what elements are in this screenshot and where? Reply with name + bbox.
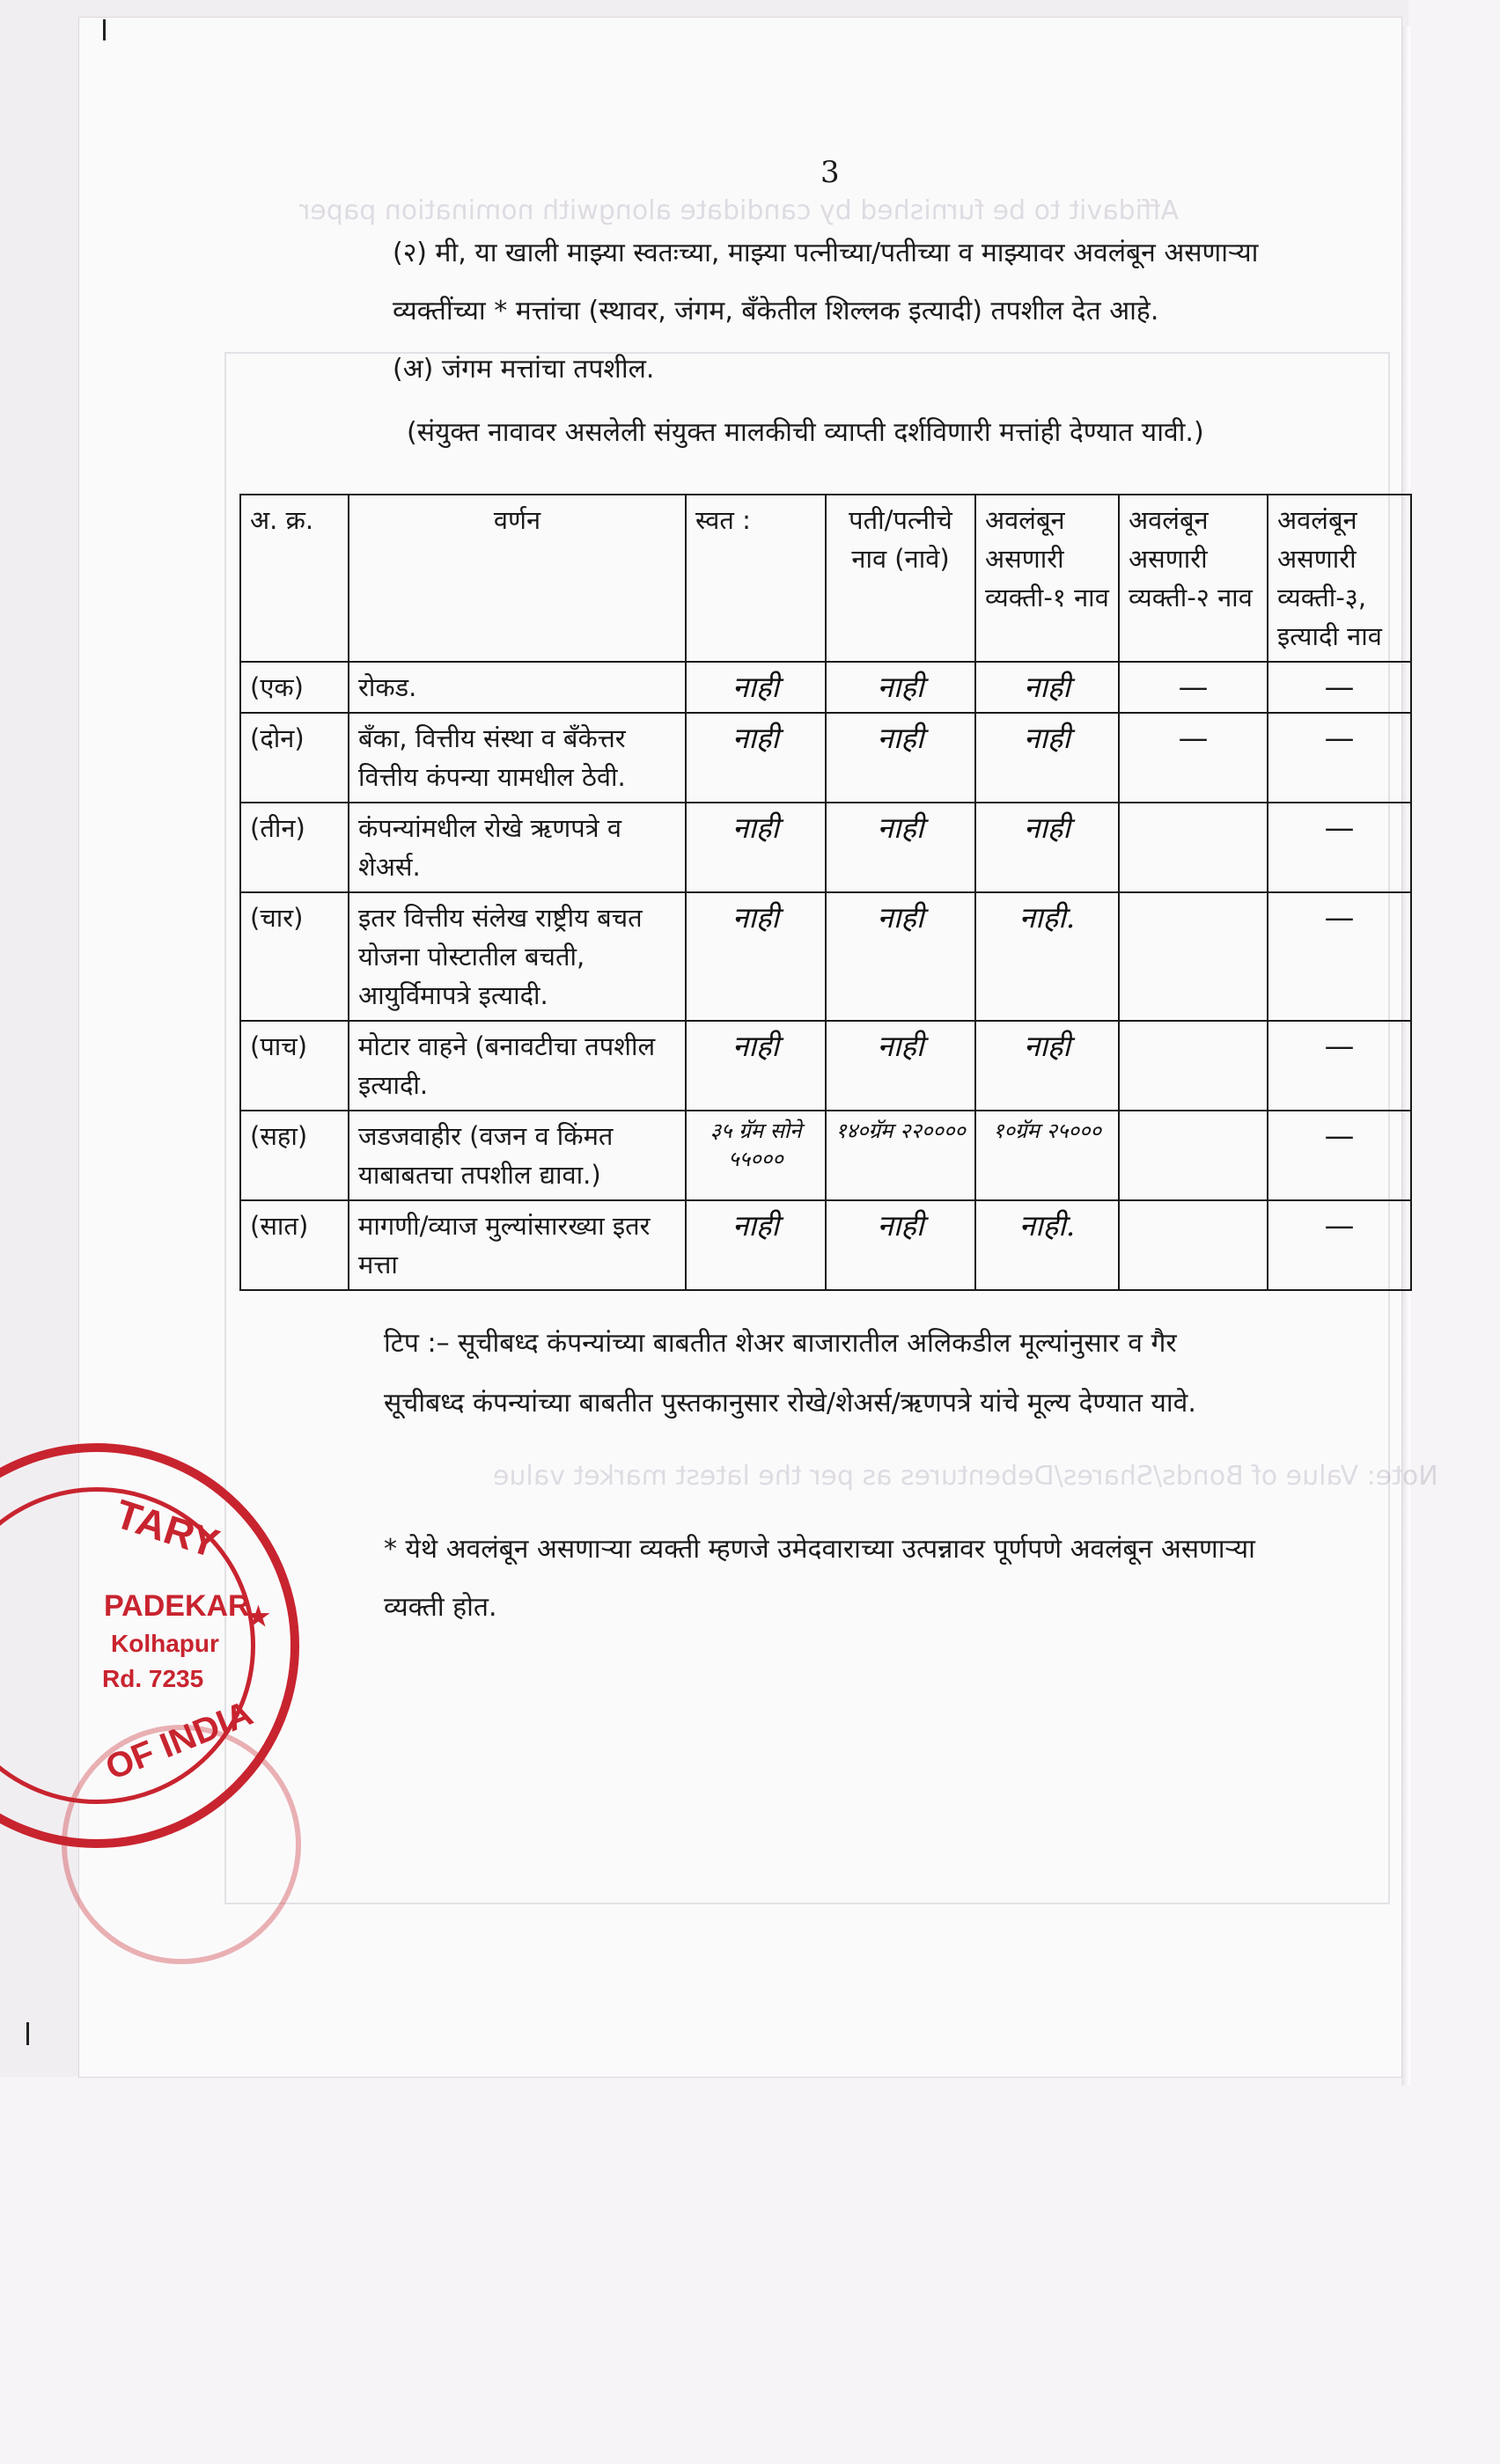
self-value: नाही	[686, 892, 826, 1021]
table-row	[240, 1200, 1411, 1290]
stamp-text-city: Kolhapur	[111, 1630, 219, 1657]
dependent-3-value: —	[1268, 662, 1411, 713]
row-serial: (तीन)	[240, 803, 349, 892]
row-description: कंपन्यांमधील रोखे ऋणपत्रे व शेअर्स.	[349, 803, 686, 892]
dependent-3-value: —	[1268, 892, 1411, 1021]
dependent-3-value: —	[1268, 1021, 1411, 1111]
faint-stamp-impression	[62, 1725, 301, 1964]
row-description: रोकड.	[349, 662, 686, 713]
bleed-through-text: Affidavit to be furnished by candidate alongwith nomination paper	[299, 195, 1180, 226]
note-line-1: टिप :– सूचीबध्द कंपन्यांच्या बाबतीत शेअर बाजारातील अलिकडील मूल्यांनुसार व गैर	[384, 1328, 1177, 1359]
spouse-value: १४०ग्रॅम २२००००	[826, 1111, 975, 1200]
stamp-text-top: TARY	[109, 1490, 225, 1567]
header-description: वर्णन	[349, 495, 686, 662]
table-row	[240, 892, 1411, 1021]
row-serial: (पाच)	[240, 1021, 349, 1111]
dependent-1-value: नाही.	[975, 1200, 1119, 1290]
stamp-star-icon: ★	[246, 1602, 270, 1632]
dependent-2-value	[1119, 1111, 1268, 1200]
spouse-value: नाही	[826, 713, 975, 803]
spouse-value: नाही	[826, 1021, 975, 1111]
footnote-line-1: * येथे अवलंबून असणाऱ्या व्यक्ती म्हणजे उमेदवाराच्या उत्पन्नावर पूर्णपणे अवलंबून असणाऱ्या	[384, 1534, 1255, 1565]
self-value: नाही	[686, 1021, 826, 1111]
table-row	[240, 713, 1411, 803]
dependent-2-value	[1119, 892, 1268, 1021]
stamp-text-name: PADEKAR	[104, 1589, 250, 1623]
scan-mark	[103, 19, 106, 40]
row-description: इतर वित्तीय संलेख राष्ट्रीय बचत योजना पोस्टातील बचती, आयुर्विमापत्रे इत्यादी.	[349, 892, 686, 1021]
intro-line-3: (अ) जंगम मत्तांचा तपशील.	[393, 354, 655, 385]
table-row	[240, 662, 1411, 713]
stamp-text-bottom: OF INDIA	[99, 1693, 259, 1788]
header-dependent-3: अवलंबून असणारी व्यक्ती-३, इत्यादी नाव	[1268, 495, 1411, 662]
self-value: नाही	[686, 1200, 826, 1290]
row-description: जडजवाहीर (वजन व किंमत याबाबतचा तपशील द्यावा.)	[349, 1111, 686, 1200]
dependent-1-value: १०ग्रॅम २५०००	[975, 1111, 1119, 1200]
row-serial: (सात)	[240, 1200, 349, 1290]
row-serial: (दोन)	[240, 713, 349, 803]
self-value: नाही	[686, 803, 826, 892]
self-value: ३५ ग्रॅम सोने ५५०००	[686, 1111, 826, 1200]
row-serial: (सहा)	[240, 1111, 349, 1200]
header-dependent-1: अवलंबून असणारी व्यक्ती-१ नाव	[975, 495, 1119, 662]
table-row	[240, 1111, 1411, 1200]
dependent-2-value: —	[1119, 713, 1268, 803]
spouse-value: नाही	[826, 662, 975, 713]
dependent-1-value: नाही	[975, 713, 1119, 803]
self-value: नाही	[686, 713, 826, 803]
note-line-2: सूचीबध्द कंपन्यांच्या बाबतीत पुस्तकानुसार रोखे/शेअर्स/ऋणपत्रे यांचे मूल्य देण्यात यावे.	[384, 1388, 1196, 1419]
movable-assets-table	[239, 494, 1412, 1291]
dependent-1-value: नाही.	[975, 892, 1119, 1021]
dependent-1-value: नाही	[975, 1021, 1119, 1111]
dependent-1-value: नाही	[975, 803, 1119, 892]
spouse-value: नाही	[826, 803, 975, 892]
header-serial: अ. क्र.	[240, 495, 349, 662]
footnote-line-2: व्यक्ती होत.	[384, 1592, 497, 1623]
header-self: स्वत :	[686, 495, 826, 662]
intro-line-2: व्यक्तींच्या * मत्तांचा (स्थावर, जंगम, बँकेतील शिल्लक इत्यादी) तपशील देत आहे.	[393, 296, 1159, 326]
table-header-row	[240, 495, 1411, 662]
scan-mark	[26, 2022, 29, 2045]
row-serial: (चार)	[240, 892, 349, 1021]
dependent-2-value	[1119, 803, 1268, 892]
dependent-2-value	[1119, 1021, 1268, 1111]
page-number: 3	[820, 155, 840, 190]
table-row	[240, 1021, 1411, 1111]
spouse-value: नाही	[826, 1200, 975, 1290]
bleed-through-text: Note: Value of Bonds/Shares/Debentures as per the latest market value	[493, 1461, 1438, 1492]
row-serial: (एक)	[240, 662, 349, 713]
header-dependent-2: अवलंबून असणारी व्यक्ती-२ नाव	[1119, 495, 1268, 662]
intro-line-1: (२) मी, या खाली माझ्या स्वतःच्या, माझ्या पत्नीच्या/पतीच्या व माझ्यावर अवलंबून असणाऱ्या	[393, 238, 1259, 268]
dependent-1-value: नाही	[975, 662, 1119, 713]
dependent-2-value: —	[1119, 662, 1268, 713]
table-row	[240, 803, 1411, 892]
dependent-2-value	[1119, 1200, 1268, 1290]
row-description: मोटार वाहने (बनावटीचा तपशील इत्यादी.	[349, 1021, 686, 1111]
stamp-text-reg: Rd. 7235	[102, 1665, 204, 1692]
dependent-3-value: —	[1268, 1111, 1411, 1200]
self-value: नाही	[686, 662, 826, 713]
dependent-3-value: —	[1268, 713, 1411, 803]
row-description: बँका, वित्तीय संस्था व बँकेत्तर वित्तीय कंपन्या यामधील ठेवी.	[349, 713, 686, 803]
row-description: मागणी/व्याज मुल्यांसारख्या इतर मत्ता	[349, 1200, 686, 1290]
spouse-value: नाही	[826, 892, 975, 1021]
dependent-3-value: —	[1268, 803, 1411, 892]
dependent-3-value: —	[1268, 1200, 1411, 1290]
header-spouse: पती/पत्नीचे नाव (नावे)	[826, 495, 975, 662]
intro-line-4: (संयुक्त नावावर असलेली संयुक्त मालकीची व्याप्ती दर्शविणारी मत्तांही देण्यात यावी.)	[407, 417, 1204, 448]
